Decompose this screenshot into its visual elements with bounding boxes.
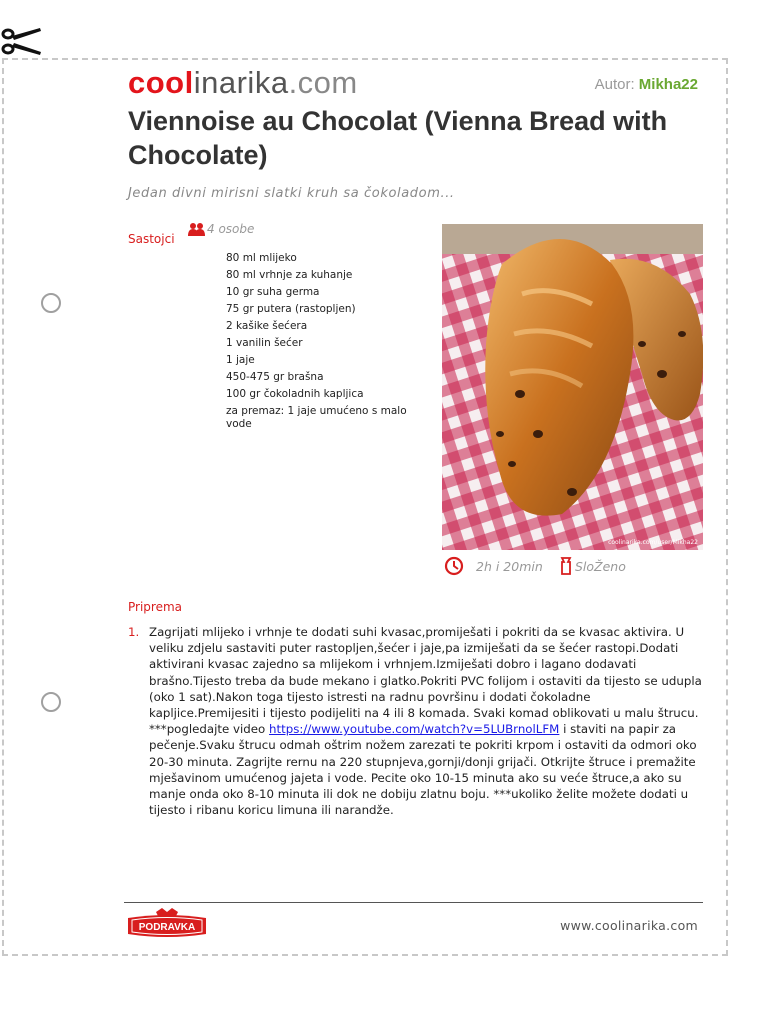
steps-list	[128, 624, 703, 818]
time-value: 2h i 20min	[476, 558, 543, 574]
ingredient-item: 80 ml vrhnje za kuhanje	[226, 269, 353, 281]
persons-icon	[188, 222, 206, 236]
author	[595, 76, 698, 93]
svg-text:coolinarika.com/user/Mikha22: coolinarika.com/user/Mikha22	[608, 539, 698, 546]
step-item	[128, 624, 703, 818]
ingredient-item: 450-475 gr brašna	[226, 371, 324, 383]
recipe-title: Viennoise au Chocolat (Vienna Bread with Chocolate)	[128, 106, 668, 170]
step-text	[149, 624, 703, 818]
difficulty-value: SloŽeno	[575, 558, 626, 574]
difficulty-icon	[560, 556, 572, 576]
punch-hole	[41, 293, 61, 313]
author-label: Autor:	[594, 76, 635, 93]
punch-hole	[41, 692, 61, 712]
ingredients-list	[226, 252, 426, 435]
ingredient-item: 1 vanilin šećer	[226, 337, 303, 349]
step-number: 1.	[128, 625, 140, 639]
recipe-photo	[442, 224, 703, 550]
recipe-subtitle: Jedan divni mirisni slatki kruh sa čokoladom...	[128, 186, 455, 201]
coolinarika-logo[interactable]	[128, 64, 358, 102]
difficulty	[560, 556, 626, 576]
servings-value: 4 osobe	[207, 222, 255, 236]
logo-com: .com	[288, 65, 358, 100]
ingredient-item: 2 kašike šećera	[226, 320, 308, 332]
step-text-part2: i staviti na papir za pečenje.Svaku štrucu odmah oštrim nožem zarezati te pokriti krpom i ostaviti da odmori oko 20-30 minuta. Zagrijte rernu na 220 stupnjeva,gornji/donji grijači. Otkrijte štruce i premažite mješavinom umućenog jajeta i vode. Pecite oko 10-15 minuta ako su veće štruce,a ako su manje onda oko 8-10 minuta ili dok ne dobiju zlatnu boju. ***ukoliko želite možete dodati u tijesto i ribanu koricu limuna ili narandže.	[149, 722, 697, 818]
podravka-text: PODRAVKA	[138, 922, 196, 933]
scissors-icon	[0, 24, 44, 60]
podravka-logo[interactable]	[126, 908, 208, 942]
preparation-label: Priprema	[128, 600, 183, 614]
bread-photo	[442, 224, 703, 550]
ingredient-item: 100 gr čokoladnih kapljica	[226, 388, 364, 400]
logo-inarika: inarika	[193, 65, 289, 100]
ingredient-item: 1 jaje	[226, 354, 255, 366]
clock-icon	[444, 556, 464, 576]
logo-cool: cool	[128, 65, 194, 100]
footer-site-url[interactable]: www.coolinarika.com	[560, 918, 698, 933]
video-link[interactable]: https://www.youtube.com/watch?v=5LUBrnolLFM	[269, 722, 560, 737]
ingredient-item: 80 ml mlijeko	[226, 252, 297, 264]
ingredient-item: 75 gr putera (rastopljen)	[226, 303, 356, 315]
ingredients-label: Sastojci	[128, 232, 175, 246]
ingredient-item: 10 gr suha germa	[226, 286, 320, 298]
ingredient-item: za premaz: 1 jaje umućeno s malo vode	[226, 405, 407, 430]
step-text-part1: Zagrijati mlijeko i vrhnje te dodati suhi kvasac,promiješati i pokriti da se kvasac aktivira. U veliku zdjelu sastaviti puter rastopljen,šećer i jaje,pa izmiješati da se šećer rastopi.Dodati aktivirani kvasac zajedno sa mlijekom i vrhnjem.Izmiješati dobro i lagano dodavati brašno.Tijesto treba da bude mekano i glatko.Pokriti PVC folijom i ostaviti da tijesto se udupla (oko 1 sat).Nakon toga tijesto istresti na radnu površinu i dodati čokoladne kapljice.Premijesiti i tijesto podijeliti na 4 ili 8 komada. Svaki komad oblikovati u malu štrucu. ***pogledajte video	[149, 625, 702, 737]
prep-time	[444, 556, 543, 576]
servings	[188, 222, 254, 236]
footer-divider	[124, 902, 703, 903]
author-name[interactable]: Mikha22	[638, 76, 698, 93]
